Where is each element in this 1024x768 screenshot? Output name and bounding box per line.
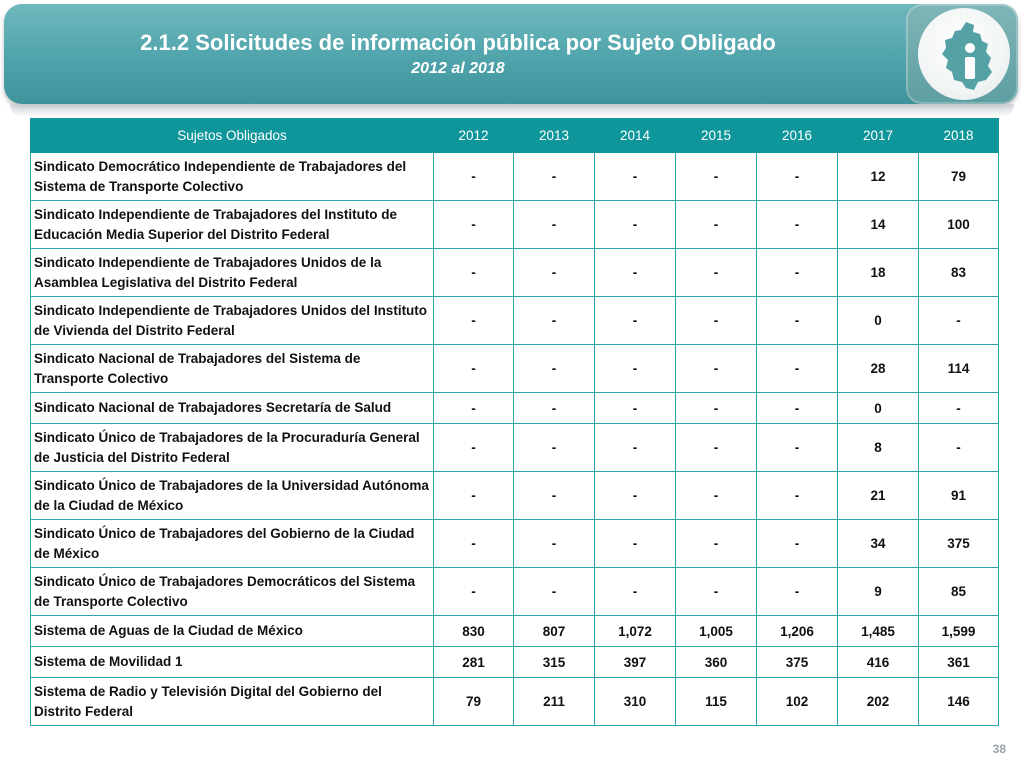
value-cell: 1,005 [676, 616, 757, 647]
value-cell: 416 [838, 647, 919, 678]
banner-shadow [10, 104, 1014, 118]
value-cell: 211 [514, 678, 595, 726]
sujeto-name-cell: Sindicato Nacional de Trabajadores del Sistema de Transporte Colectivo [31, 345, 434, 393]
value-cell: 315 [514, 647, 595, 678]
value-cell: - [676, 393, 757, 424]
table-row [31, 678, 999, 726]
value-cell: 34 [838, 520, 919, 568]
value-cell: - [757, 249, 838, 297]
sujeto-name-cell: Sindicato Independiente de Trabajadores Unidos del Instituto de Vivienda del Distrito Federal [31, 297, 434, 345]
value-cell: 100 [919, 201, 999, 249]
value-cell: - [676, 249, 757, 297]
value-cell: - [676, 424, 757, 472]
value-cell: - [595, 393, 676, 424]
table-row [31, 297, 999, 345]
value-cell: - [757, 568, 838, 616]
value-cell: 807 [514, 616, 595, 647]
value-cell: 114 [919, 345, 999, 393]
value-cell: - [514, 472, 595, 520]
value-cell: - [434, 345, 514, 393]
table-row [31, 616, 999, 647]
value-cell: - [434, 520, 514, 568]
column-header-year: 2014 [595, 119, 676, 153]
sujeto-name-cell: Sistema de Movilidad 1 [31, 647, 434, 678]
table-row [31, 568, 999, 616]
value-cell: - [757, 345, 838, 393]
value-cell: - [434, 153, 514, 201]
page-title: 2.1.2 Solicitudes de información pública por Sujeto Obligado [140, 30, 776, 55]
value-cell: - [757, 201, 838, 249]
value-cell: 91 [919, 472, 999, 520]
value-cell: 79 [434, 678, 514, 726]
column-header-year: 2012 [434, 119, 514, 153]
value-cell: 375 [919, 520, 999, 568]
column-header-year: 2017 [838, 119, 919, 153]
column-header-year: 2015 [676, 119, 757, 153]
value-cell: 360 [676, 647, 757, 678]
sujeto-name-cell: Sindicato Democrático Independiente de Trabajadores del Sistema de Transporte Colectivo [31, 153, 434, 201]
column-header-year: 2018 [919, 119, 999, 153]
value-cell: - [676, 153, 757, 201]
value-cell: 85 [919, 568, 999, 616]
requests-table [30, 118, 999, 726]
value-cell: 361 [919, 647, 999, 678]
value-cell: - [514, 249, 595, 297]
logo-circle [918, 8, 1010, 100]
value-cell: - [919, 424, 999, 472]
value-cell: 12 [838, 153, 919, 201]
sujeto-name-cell: Sistema de Radio y Televisión Digital del Gobierno del Distrito Federal [31, 678, 434, 726]
value-cell: - [514, 568, 595, 616]
table-row [31, 647, 999, 678]
value-cell: 830 [434, 616, 514, 647]
table-row [31, 520, 999, 568]
value-cell: - [514, 424, 595, 472]
column-header-sujetos: Sujetos Obligados [31, 119, 434, 153]
value-cell: - [919, 297, 999, 345]
value-cell: 146 [919, 678, 999, 726]
value-cell: 310 [595, 678, 676, 726]
value-cell: 1,485 [838, 616, 919, 647]
value-cell: 9 [838, 568, 919, 616]
value-cell: - [434, 201, 514, 249]
value-cell: - [514, 393, 595, 424]
table-row [31, 249, 999, 297]
value-cell: 115 [676, 678, 757, 726]
value-cell: 102 [757, 678, 838, 726]
value-cell: 28 [838, 345, 919, 393]
value-cell: 79 [919, 153, 999, 201]
table-row [31, 393, 999, 424]
value-cell: 8 [838, 424, 919, 472]
value-cell: - [595, 472, 676, 520]
table-row [31, 201, 999, 249]
value-cell: - [676, 472, 757, 520]
page-number: 38 [992, 742, 1006, 756]
value-cell: 202 [838, 678, 919, 726]
column-header-year: 2013 [514, 119, 595, 153]
value-cell: - [595, 345, 676, 393]
sujeto-name-cell: Sindicato Único de Trabajadores del Gobierno de la Ciudad de México [31, 520, 434, 568]
sujeto-name-cell: Sindicato Independiente de Trabajadores del Instituto de Educación Media Superior del Distrito Federal [31, 201, 434, 249]
value-cell: 83 [919, 249, 999, 297]
value-cell: 21 [838, 472, 919, 520]
sujeto-name-cell: Sindicato Único de Trabajadores de la Universidad Autónoma de la Ciudad de México [31, 472, 434, 520]
value-cell: - [434, 472, 514, 520]
value-cell: - [676, 568, 757, 616]
sujeto-name-cell: Sindicato Único de Trabajadores Democráticos del Sistema de Transporte Colectivo [31, 568, 434, 616]
value-cell: 375 [757, 647, 838, 678]
table-row [31, 424, 999, 472]
sujeto-name-cell: Sindicato Nacional de Trabajadores Secretaría de Salud [31, 393, 434, 424]
value-cell: - [757, 472, 838, 520]
value-cell: - [757, 393, 838, 424]
value-cell: - [434, 393, 514, 424]
value-cell: - [514, 297, 595, 345]
value-cell: 281 [434, 647, 514, 678]
value-cell: 0 [838, 297, 919, 345]
value-cell: 1,599 [919, 616, 999, 647]
table-header-row [31, 119, 999, 153]
value-cell: 14 [838, 201, 919, 249]
page-subtitle: 2012 al 2018 [411, 60, 505, 77]
sujeto-name-cell: Sindicato Único de Trabajadores de la Procuraduría General de Justicia del Distrito Federal [31, 424, 434, 472]
value-cell: 1,072 [595, 616, 676, 647]
logo-box [906, 4, 1018, 104]
value-cell: - [514, 520, 595, 568]
value-cell: - [919, 393, 999, 424]
value-cell: - [595, 153, 676, 201]
value-cell: - [676, 520, 757, 568]
value-cell: - [595, 424, 676, 472]
sujeto-name-cell: Sistema de Aguas de la Ciudad de México [31, 616, 434, 647]
value-cell: - [434, 249, 514, 297]
value-cell: - [514, 153, 595, 201]
value-cell: - [676, 201, 757, 249]
table-row [31, 153, 999, 201]
column-header-year: 2016 [757, 119, 838, 153]
value-cell: - [595, 201, 676, 249]
value-cell: - [757, 520, 838, 568]
value-cell: 0 [838, 393, 919, 424]
value-cell: - [514, 345, 595, 393]
value-cell: - [595, 249, 676, 297]
table-row [31, 472, 999, 520]
sujeto-name-cell: Sindicato Independiente de Trabajadores Unidos de la Asamblea Legislativa del Distrito Federal [31, 249, 434, 297]
value-cell: - [676, 345, 757, 393]
value-cell: - [514, 201, 595, 249]
value-cell: - [434, 568, 514, 616]
value-cell: 1,206 [757, 616, 838, 647]
table-row [31, 345, 999, 393]
value-cell: 397 [595, 647, 676, 678]
value-cell: - [595, 568, 676, 616]
value-cell: - [757, 297, 838, 345]
cdmx-map-info-icon [918, 8, 1010, 100]
value-cell: - [676, 297, 757, 345]
value-cell: - [595, 520, 676, 568]
value-cell: - [434, 297, 514, 345]
value-cell: - [757, 153, 838, 201]
value-cell: - [434, 424, 514, 472]
value-cell: 18 [838, 249, 919, 297]
value-cell: - [595, 297, 676, 345]
value-cell: - [757, 424, 838, 472]
